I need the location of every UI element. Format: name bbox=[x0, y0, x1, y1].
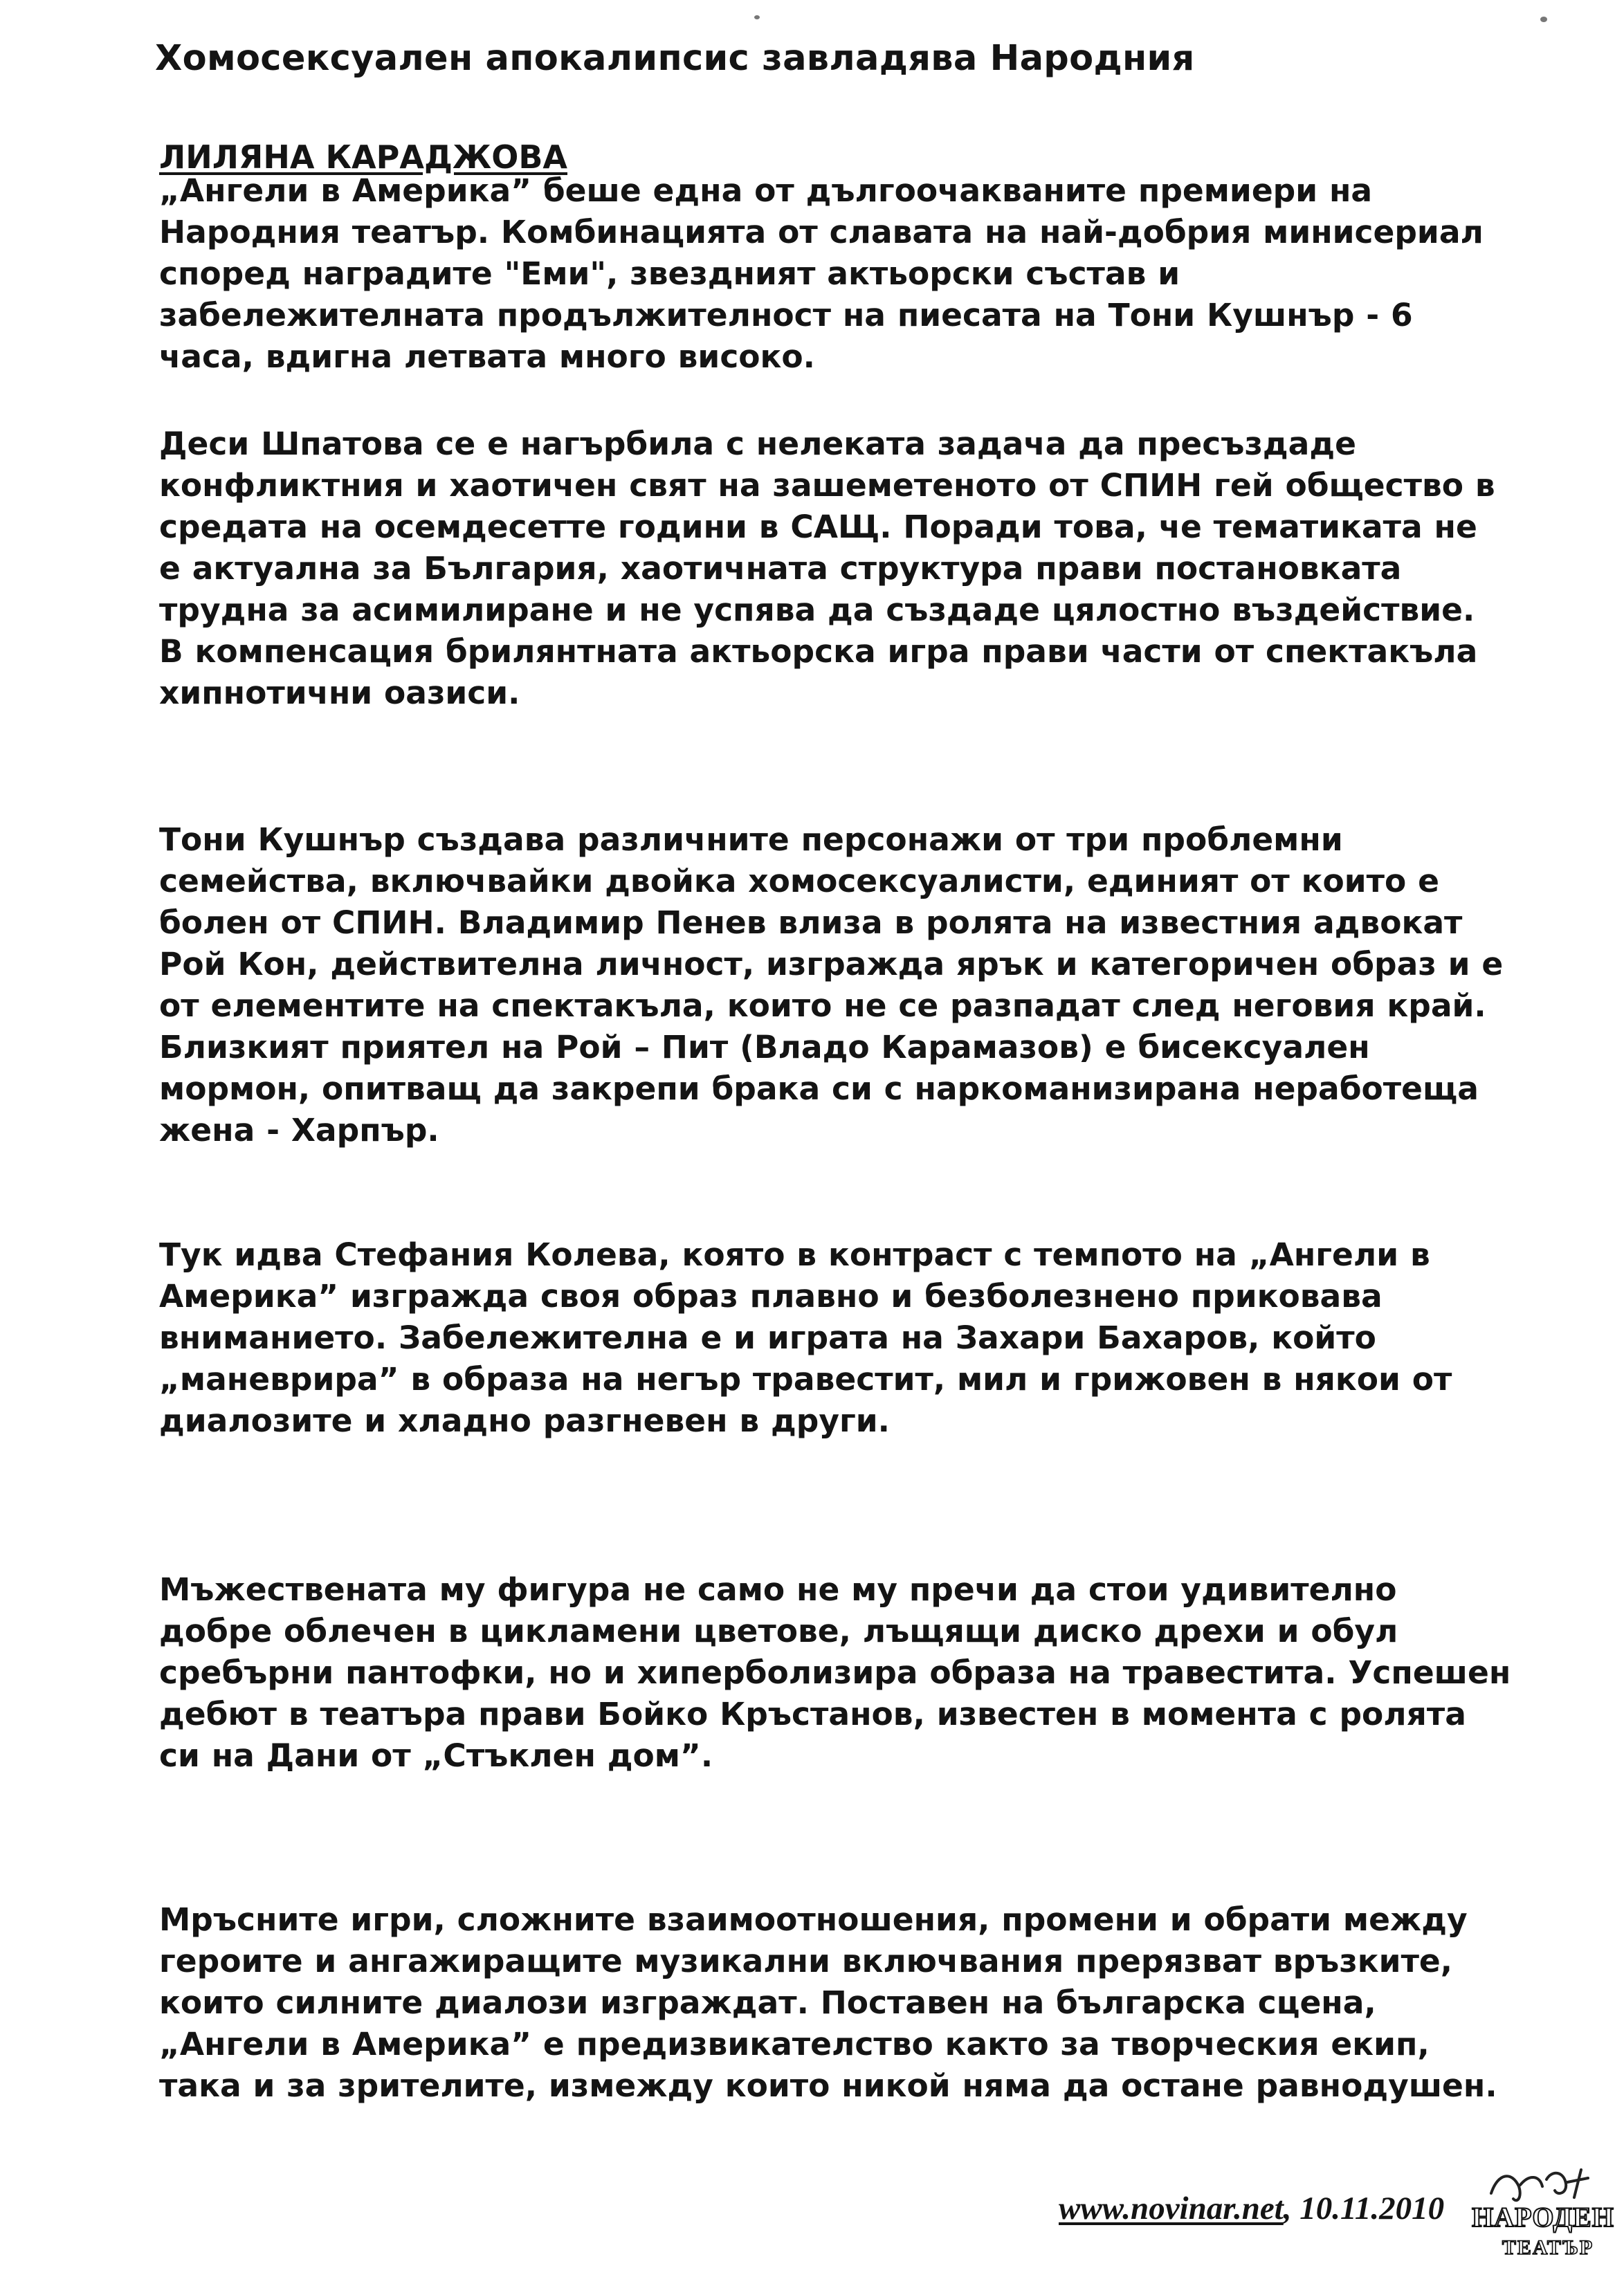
article-paragraph: Мъжествената му фигура не само не му пречи да стои удивително добре облечен в цикламени цветове, лъщящи диско дрехи и обул сребърни пантофки, но и хиперболизира образа на травестита. Успешен дебют в театъра прави Бойко Кръстанов, известен в момента с ролята си на Дани от „Стъклен дом”. bbox=[159, 1571, 1511, 1774]
logo-line-2: ТЕАТЪР bbox=[1502, 2236, 1594, 2259]
article-paragraph: Деси Шпатова се е нагърбила с нелеката задача да пресъздаде конфликтния и хаотичен свят на зашеметеното от СПИН гей общество в средата на осемдесетте години в САЩ. Поради това, че тематиката не е актуална за България, хаотичната структура прави постановката трудна за асимилиране и не успява да създаде цялостно въздействие. В компенсация брилянтната актьорска игра прави части от спектакъла хипнотични оазиси. bbox=[159, 426, 1495, 711]
logo-line-1: НАРОДЕН bbox=[1472, 2202, 1614, 2233]
scan-speck bbox=[1540, 17, 1547, 22]
article-paragraph: „Ангели в Америка” беше една от дългоочакваните премиери на Народния театър. Комбинацията от славата на най-добрия минисериал според наградите "Еми", звездният актьорски състав и забележителната продължителност на пиесата на Тони Кушнър - 6 часа, вдигна летвата много високо. bbox=[159, 172, 1484, 375]
article-paragraph: Мръсните игри, сложните взаимоотношения, промени и обрати между героите и ангажиращите музикални включвания прерязват връзките, които силните диалози изграждат. Поставен на българска сцена, „Ангели в Америка” е предизвикателство както за творческия екип, така и за зрителите, измежду които никой няма да остане равнодушен. bbox=[159, 1901, 1497, 2104]
source-separator: , bbox=[1283, 2191, 1300, 2226]
article-paragraph: Тук идва Стефания Колева, която в контраст с темпото на „Ангели в Америка” изгражда своя образ плавно и безболезнено приковава вниманието. Забележителна е и играта на Захари Бахаров, който „маневрира” в образа на негър травестит, мил и грижовен в някои от диалозите и хладно разгневен в други. bbox=[159, 1236, 1452, 1439]
article-title: Хомосексуален апокалипсис завладява Народния bbox=[155, 38, 1195, 79]
source-date: 10.11.2010 bbox=[1299, 2191, 1445, 2226]
source-citation bbox=[1059, 2190, 1444, 2227]
article-author: ЛИЛЯНА КАРАДЖОВА bbox=[159, 138, 568, 176]
source-url[interactable]: www.novinar.net bbox=[1059, 2191, 1284, 2226]
scan-speck bbox=[754, 15, 760, 19]
article-paragraph: Тони Кушнър създава различните персонажи от три проблемни семейства, включвайки двойка хомосексуалисти, единият от които е болен от СПИН. Владимир Пенев влиза в ролята на известния адвокат Рой Кон, действителна личност, изгражда ярък и категоричен образ и е от елементите на спектакъла, които не се разпадат след неговия край. Близкият приятел на Рой – Пит (Владо Карамазов) е бисексуален мормон, опитващ да закрепи брака си с наркоманизирана неработеща жена - Харпър. bbox=[159, 821, 1504, 1149]
national-theatre-logo-icon bbox=[1470, 2166, 1616, 2262]
